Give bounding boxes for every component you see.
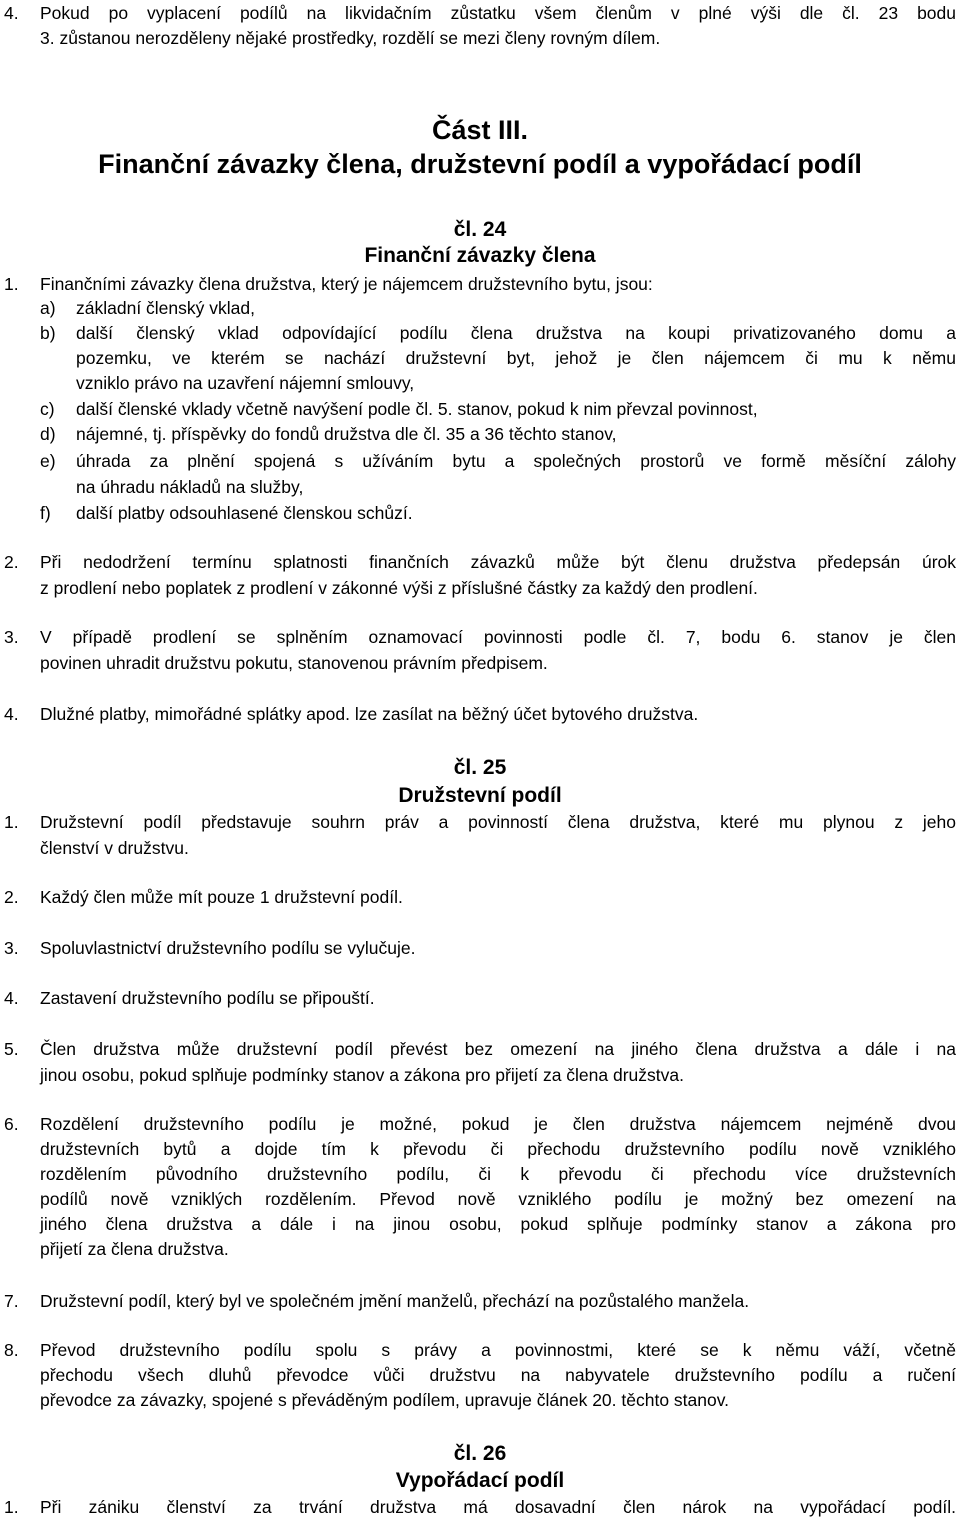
paragraph-line: členství v družstvu. [40,838,189,858]
paragraph-line: 3. zůstanou nerozděleny nějaké prostředky, rozdělí se mezi členy rovným dílem. [40,28,661,48]
paragraph-line: přechodu všech dluhů převodce vůči družstvu na nabyvatele družstevního podílu a ručení [40,1365,956,1385]
list-marker: b) [40,323,56,343]
paragraph-line: Družstevní podíl, který byl ve společném jmění manželů, přechází na pozůstalého manžela. [40,1291,750,1311]
list-item-line: na úhradu nákladů na služby, [76,477,304,497]
paragraph-number: 1. [4,274,19,294]
paragraph-line: Převod družstevního podílu spolu s právy a povinnostmi, které se k němu váží, včetně [40,1340,956,1360]
paragraph-line: Rozdělení družstevního podílu je možné, pokud je člen družstva nájemcem nejméně dvou [40,1114,956,1134]
paragraph-number: 5. [4,1039,19,1059]
list-item-line: další platby odsouhlasené členskou schůzí. [76,503,413,523]
paragraph-number: 4. [4,3,19,23]
paragraph-line: Družstevní podíl představuje souhrn práv a povinností člena družstva, které mu plynou z jeho [40,812,956,832]
paragraph-line: jiného člena družstva a dále i na jinou osobu, pokud splňuje podmínky stanov a zákona pro [40,1214,956,1234]
list-item-line: další členské vklady včetně navýšení podle čl. 5. stanov, pokud k nim převzal povinnost, [76,399,758,419]
article-number: čl. 24 [453,218,507,241]
paragraph-number: 3. [4,627,19,647]
paragraph-number: 2. [4,552,19,572]
paragraph-line: z prodlení nebo poplatek z prodlení v zákonné výši z příslušné částky za každý den prodlení. [40,578,758,598]
paragraph-line: přijetí za člena družstva. [40,1239,229,1259]
paragraph-line: jinou osobu, pokud splňuje podmínky stanov a zákona pro přijetí za člena družstva. [40,1065,684,1085]
article-number: čl. 25 [453,756,507,779]
article-number: čl. 26 [453,1442,507,1465]
paragraph-line: Člen družstva může družstevní podíl převést bez omezení na jiného člena družstva a dále i na [40,1039,956,1059]
paragraph-line: povinen uhradit družstvu pokutu, stanovenou právním předpisem. [40,653,548,673]
paragraph-line: převodce za závazky, spojené s převáděným podílem, upravuje článek 20. těchto stanov. [40,1390,730,1410]
paragraph-line: Každý člen může mít pouze 1 družstevní podíl. [40,887,403,907]
paragraph-number: 7. [4,1291,19,1311]
paragraph-line: podílů nově vzniklých rozdělením. Převod nově vzniklého podílu je možný bez omezení na [40,1189,956,1209]
paragraph-line: Finančními závazky člena družstva, který je nájemcem družstevního bytu, jsou: [40,274,653,294]
part-title: Finanční závazky člena, družstevní podíl a vypořádací podíl [98,149,862,179]
paragraph-number: 8. [4,1340,19,1360]
list-marker: f) [40,503,51,523]
paragraph-number: 2. [4,887,19,907]
paragraph-line: rozdělením původního družstevního podílu, či k převodu či přechodu více družstevních [40,1164,956,1184]
paragraph-number: 1. [4,812,19,832]
list-item-line: nájemné, tj. příspěvky do fondů družstva dle čl. 35 a 36 těchto stanov, [76,424,617,444]
paragraph-number: 4. [4,704,19,724]
paragraph-line: Zastavení družstevního podílu se připouští. [40,988,375,1008]
list-item-line: pozemku, ve kterém se nachází družstevní byt, jehož je člen nájemcem či mu k němu [76,348,956,368]
list-marker: e) [40,451,56,471]
article-title: Finanční závazky člena [364,244,596,267]
paragraph-line: Pokud po vyplacení podílů na likvidačním zůstatku všem členům v plné výši dle čl. 23 bodu [40,3,956,23]
paragraph-line: V případě prodlení se splněním oznamovací povinnosti podle čl. 7, bodu 6. stanov je člen [40,627,956,647]
paragraph-line: Při nedodržení termínu splatnosti finančních závazků může být členu družstva předepsán úrok [40,552,956,572]
paragraph-number: 6. [4,1114,19,1134]
paragraph-line: družstevních bytů a dojde tím k převodu či přechodu družstevního podílu nově vzniklého [40,1139,956,1159]
part-number: Část III. [431,115,529,145]
paragraph-number: 3. [4,938,19,958]
paragraph-number: 4. [4,988,19,1008]
paragraph-line: Při zániku členství za trvání družstva má dosavadní člen nárok na vypořádací podíl. [40,1497,956,1517]
list-item-line: základní členský vklad, [76,298,255,318]
list-marker: c) [40,399,55,419]
list-marker: a) [40,298,56,318]
article-title: Vypořádací podíl [395,1469,565,1492]
list-item-line: vzniklo právo na uzavření nájemní smlouvy, [76,373,415,393]
article-title: Družstevní podíl [398,784,562,807]
list-item-line: další členský vklad odpovídající podílu člena družstva na koupi privatizovaného domu a [76,323,956,343]
list-marker: d) [40,424,56,444]
paragraph-line: Dlužné platby, mimořádné splátky apod. lze zasílat na běžný účet bytového družstva. [40,704,699,724]
paragraph-line: Spoluvlastnictví družstevního podílu se vylučuje. [40,938,416,958]
list-item-line: úhrada za plnění spojená s užíváním bytu a společných prostorů ve formě měsíční zálohy [76,451,956,471]
paragraph-number: 1. [4,1497,19,1517]
